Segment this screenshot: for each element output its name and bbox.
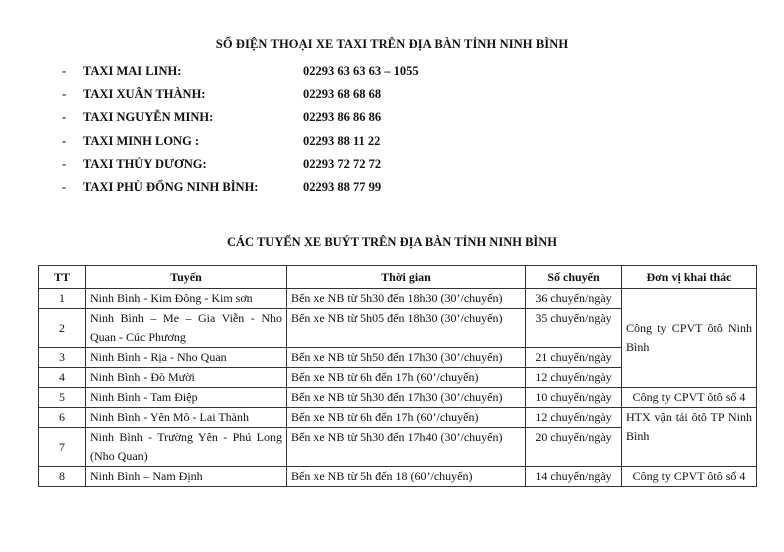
table-row [39,467,757,487]
cell-time: Bến xe NB từ 5h30 đến 17h40 (30’/chuyến) [287,428,526,467]
cell-trips: 21 chuyến/ngày [526,348,622,368]
header-time: Thời gian [287,266,526,289]
bus-routes-table [38,265,757,487]
cell-route: Ninh Bình - Trường Yên - Phú Long (Nho Quan) [86,428,287,467]
cell-operator: Công ty CPVT ôtô Ninh Bình [622,289,757,388]
cell-trips: 12 chuyến/ngày [526,408,622,428]
header-route: Tuyến [86,266,287,289]
cell-trips: 12 chuyến/ngày [526,368,622,388]
cell-tt: 7 [39,428,86,467]
cell-tt: 1 [39,289,86,309]
taxi-phone: 02293 88 11 22 [303,133,381,148]
cell-operator: Công ty CPVT ôtô số 4 [622,467,757,487]
bullet-dash: - [62,110,67,125]
taxi-name: TAXI NGUYỄN MINH: [83,110,214,125]
cell-time: Bến xe NB từ 5h đến 18 (60’/chuyến) [287,467,526,487]
cell-tt: 8 [39,467,86,487]
taxi-name: TAXI MAI LINH: [83,64,182,78]
cell-time: Bến xe NB từ 5h50 đến 17h30 (30’/chuyến) [287,348,526,368]
cell-trips: 35 chuyến/ngày [526,309,622,348]
cell-tt: 5 [39,388,86,408]
taxi-phone: 02293 86 86 86 [303,110,382,125]
cell-route: Ninh Bình – Me – Gia Viễn - Nho Quan - Cúc Phương [86,309,287,348]
table-row [39,289,757,309]
taxi-phone: 02293 72 72 72 [303,156,382,171]
cell-route: Ninh Bình - Đò Mười [86,368,287,388]
cell-route: Ninh Bình – Nam Định [86,467,287,487]
bullet-dash: - [62,179,67,194]
cell-trips: 10 chuyến/ngày [526,388,622,408]
taxi-phone: 02293 63 63 63 – 1055 [303,64,419,78]
cell-time: Bến xe NB từ 6h đến 17h (60’/chuyến) [287,368,526,388]
bullet-dash: - [62,156,67,171]
cell-trips: 36 chuyến/ngày [526,289,622,309]
taxi-name: TAXI THỦY DƯƠNG: [83,156,207,171]
cell-route: Ninh Bình - Kim Đông - Kim sơn [86,289,287,309]
cell-operator: HTX vận tải ôtô TP Ninh Bình [622,408,757,467]
header-trips: Số chuyến [526,266,622,289]
cell-tt: 4 [39,368,86,388]
cell-operator: Công ty CPVT ôtô số 4 [622,388,757,408]
cell-route: Ninh Bình - Yên Mô - Lai Thành [86,408,287,428]
cell-route: Ninh Bình - Tam Điệp [86,388,287,408]
bus-section-title: CÁC TUYẾN XE BUÝT TRÊN ĐỊA BÀN TỈNH NINH BÌNH [226,235,558,249]
cell-time: Bến xe NB từ 5h30 đến 17h30 (30’/chuyến) [287,388,526,408]
taxi-name: TAXI XUÂN THÀNH: [83,87,206,102]
bullet-dash: - [62,64,67,78]
cell-route: Ninh Bình - Rịa - Nho Quan [86,348,287,368]
cell-time: Bến xe NB từ 6h đến 17h (60’/chuyến) [287,408,526,428]
table-header-row [39,266,757,289]
cell-tt: 6 [39,408,86,428]
bullet-dash: - [62,87,67,102]
taxi-name: TAXI MINH LONG : [83,133,200,148]
cell-trips: 20 chuyến/ngày [526,428,622,467]
taxi-phone: 02293 68 68 68 [303,87,382,102]
taxi-section-title: SỐ ĐIỆN THOẠI XE TAXI TRÊN ĐỊA BÀN TỈNH NINH BÌNH [215,37,569,51]
cell-tt: 3 [39,348,86,368]
bullet-dash: - [62,133,67,148]
cell-time: Bến xe NB từ 5h05 đến 18h30 (30’/chuyến) [287,309,526,348]
cell-time: Bến xe NB từ 5h30 đến 18h30 (30’/chuyến) [287,289,526,309]
cell-trips: 14 chuyến/ngày [526,467,622,487]
table-row [39,388,757,408]
header-operator: Đơn vị khai thác [622,266,757,289]
header-tt: TT [39,266,86,289]
cell-tt: 2 [39,309,86,348]
taxi-phone: 02293 88 77 99 [303,179,382,194]
table-row [39,408,757,428]
taxi-name: TAXI PHÙ ĐỔNG NINH BÌNH: [83,179,259,194]
